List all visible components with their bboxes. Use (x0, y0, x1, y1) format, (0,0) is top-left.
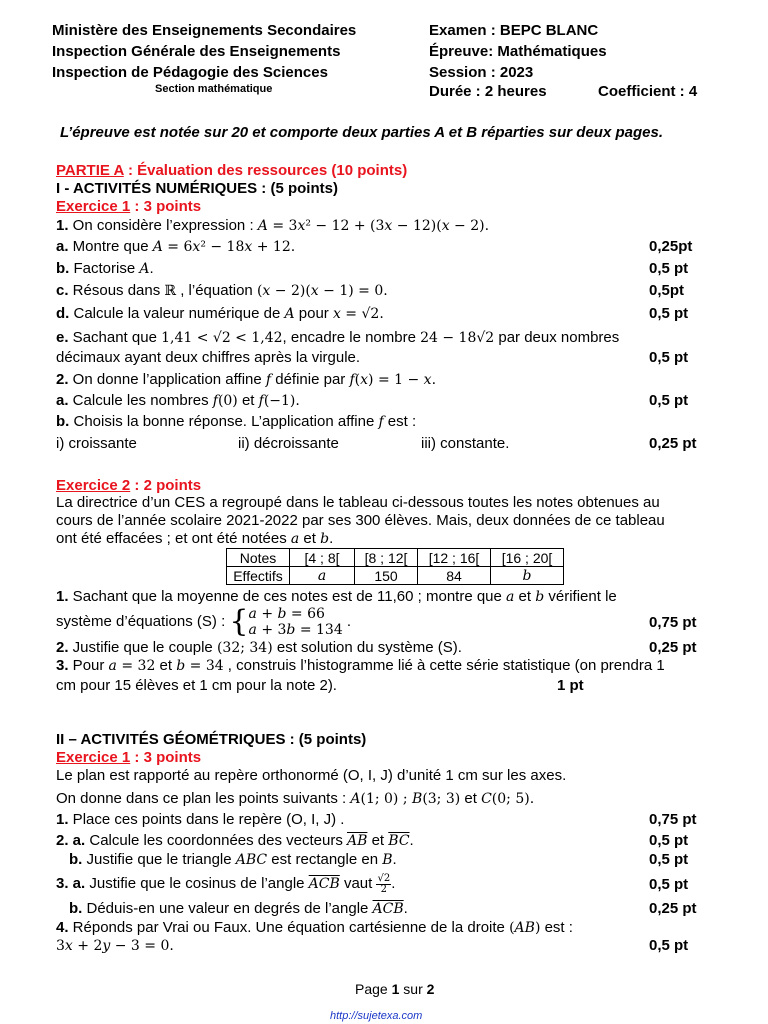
numeric-activities-title: I - ACTIVITÉS NUMÉRIQUES : (5 points) (56, 180, 338, 197)
points: 0,25pt (649, 238, 693, 255)
exam-line: Examen : BEPC BLANC (429, 22, 599, 39)
choice-croissante: i) croissante (56, 435, 137, 452)
points: 0,5pt (649, 282, 685, 299)
table-cell: Effectifs (227, 567, 290, 585)
choice-decroissante: ii) décroissante (238, 435, 339, 452)
table-cell: [16 ; 20[ (491, 549, 564, 567)
ex2-q3: 3. Pour a = 32 et b = 34 , construis l’histogramme lié à cette série statistique (on prendra 1 (56, 657, 665, 674)
notes-table (226, 548, 564, 585)
duration: Durée : 2 heures (429, 83, 547, 100)
table-cell: 150 (355, 567, 418, 585)
points: 0,5 pt (649, 851, 689, 868)
table-cell: a (290, 567, 355, 585)
ex2-text-3: ont été effacées ; et ont été notées a et b. (56, 530, 334, 547)
points: 1 pt (557, 677, 584, 694)
ex2-title (56, 477, 201, 495)
table-cell: [8 ; 12[ (355, 549, 418, 567)
points: 0,5 pt (649, 349, 689, 366)
ex2-text-1: La directrice d’un CES a regroupé dans le tableau ci-dessous toutes les notes obtenues au (56, 494, 660, 511)
subject-line: Épreuve: Mathématiques (429, 43, 607, 60)
intro-line: L’épreuve est notée sur 20 et comporte deux parties A et B réparties sur deux pages. (60, 124, 663, 141)
ex2-q2: 2. Justifie que le couple (32; 34) est solution du système (S). (56, 639, 462, 656)
header-right (429, 20, 607, 83)
ex2-q1: 1. Sachant que la moyenne de ces notes est de 11,60 ; montre que a et b vérifient le (56, 588, 617, 605)
ex3-text-2: On donne dans ce plan les points suivants : A(1; 0) ; B(3; 3) et C(0; 5). (56, 790, 535, 807)
ex2-text-2: cours de l’année scolaire 2021-2022 par ses 300 élèves. Mais, deux données de ce tableau (56, 512, 665, 529)
coefficient: Coefficient : 4 (598, 83, 698, 100)
ex3-q1: 1. Place ces points dans le repère (O, I, J) . (56, 811, 345, 828)
ex2-q1-system: système d’équations (S) : { a + b = 66 a + 3b = 134 . (56, 604, 352, 640)
points: 0,5 pt (649, 876, 689, 893)
footer-url[interactable] (330, 1006, 422, 1023)
session-line: Session : 2023 (429, 64, 534, 81)
source-link[interactable]: http://sujetexa.com (330, 1010, 423, 1022)
ex1-qa: a. Montre que A = 6x² − 18x + 12. (56, 238, 296, 255)
ex3-q3b: b. Déduis-en une valeur en degrés de l’angle $\overline{ACB}$. (69, 900, 408, 917)
ex1-qd: d. Calcule la valeur numérique de A pour x = √2. (56, 305, 384, 322)
points: 0,5 pt (649, 305, 689, 322)
choice-constante: iii) constante. (421, 435, 510, 452)
ex2-q3-cont: cm pour 15 élèves et 1 cm pour la note 2). (56, 677, 337, 694)
table-cell: 84 (418, 567, 491, 585)
ex3-q3a: 3. a. Justifie que le cosinus de l’angle $\overline{ACB}$ vaut $\frac{√2}{2}$ . (56, 872, 396, 895)
points: 0,25 pt (649, 435, 697, 452)
ex3-label: Exercice 1 (56, 749, 131, 766)
table-row (227, 549, 564, 567)
ex3-q2b: b. Justifie que le triangle ABC est rectangle en B. (69, 851, 397, 868)
points: 0,75 pt (649, 614, 697, 631)
ex3-text-1: Le plan est rapporté au repère orthonormé (O, I, J) d’unité 1 cm sur les axes. (56, 767, 567, 784)
ex1-qe-cont: décimaux ayant deux chiffres après la virgule. (56, 349, 361, 366)
ex3-title (56, 749, 201, 767)
table-cell: [12 ; 16[ (418, 549, 491, 567)
ex1-q2b: b. Choisis la bonne réponse. L’application affine f est : (56, 413, 417, 430)
table-cell: [4 ; 8[ (290, 549, 355, 567)
pedagogy-line: Inspection de Pédagogie des Sciences (52, 64, 328, 81)
points: 0,5 pt (649, 937, 689, 954)
partie-a-title (56, 162, 407, 180)
page-number: Page 1 sur 2 (355, 981, 435, 997)
ex1-qb: b. Factorise A. (56, 260, 154, 277)
ex1-q1: 1. On considère l’expression : A = 3x² − 12 + (3x − 12)(x − 2). (56, 217, 490, 234)
ex3-q4-equation: 3x + 2y − 3 = 0. (56, 938, 174, 954)
points: 0,5 pt (649, 392, 689, 409)
points: 0,25 pt (649, 639, 697, 656)
inspection-line: Inspection Générale des Enseignements (52, 43, 341, 60)
geometry-activities-title: II – ACTIVITÉS GÉOMÉTRIQUES : (5 points) (56, 731, 367, 748)
ex1-rest: : 3 points (130, 198, 202, 215)
ex3-q2a: 2. a. Calcule les coordonnées des vecteurs $\overline{AB}$ et $\overline{BC}$. (56, 832, 414, 849)
ex2-label: Exercice 2 (56, 477, 131, 494)
ex1-q2: 2. On donne l’application affine f définie par f(x) = 1 − x. (56, 371, 437, 388)
header-left (52, 20, 356, 83)
table-cell: Notes (227, 549, 290, 567)
ex1-title (56, 198, 201, 216)
ex1-label: Exercice 1 (56, 198, 131, 215)
ex2-rest: : 2 points (130, 477, 202, 494)
table-cell: b (491, 567, 564, 585)
points: 0,5 pt (649, 260, 689, 277)
points: 0,75 pt (649, 811, 697, 828)
points: 0,5 pt (649, 832, 689, 849)
partie-a-rest: : Évaluation des ressources (10 points) (123, 162, 408, 179)
ex1-qe: e. Sachant que 1,41 < √2 < 1,42, encadre le nombre 24 − 18√2 par deux nombres (56, 329, 620, 346)
section-label: Section mathématique (155, 83, 273, 95)
ex3-q4: 4. Réponds par Vrai ou Faux. Une équation cartésienne de la droite (AB) est : (56, 919, 573, 936)
table-row (227, 567, 564, 585)
ex1-qc: c. Résous dans ℝ , l’équation (x − 2)(x − 1) = 0. (56, 282, 388, 299)
points: 0,25 pt (649, 900, 697, 917)
ex1-q2a: a. Calcule les nombres f(0) et f(−1). (56, 392, 300, 409)
ministry-line: Ministère des Enseignements Secondaires (52, 22, 357, 39)
partie-a-label: PARTIE A (56, 162, 124, 179)
ex3-rest: : 3 points (130, 749, 202, 766)
